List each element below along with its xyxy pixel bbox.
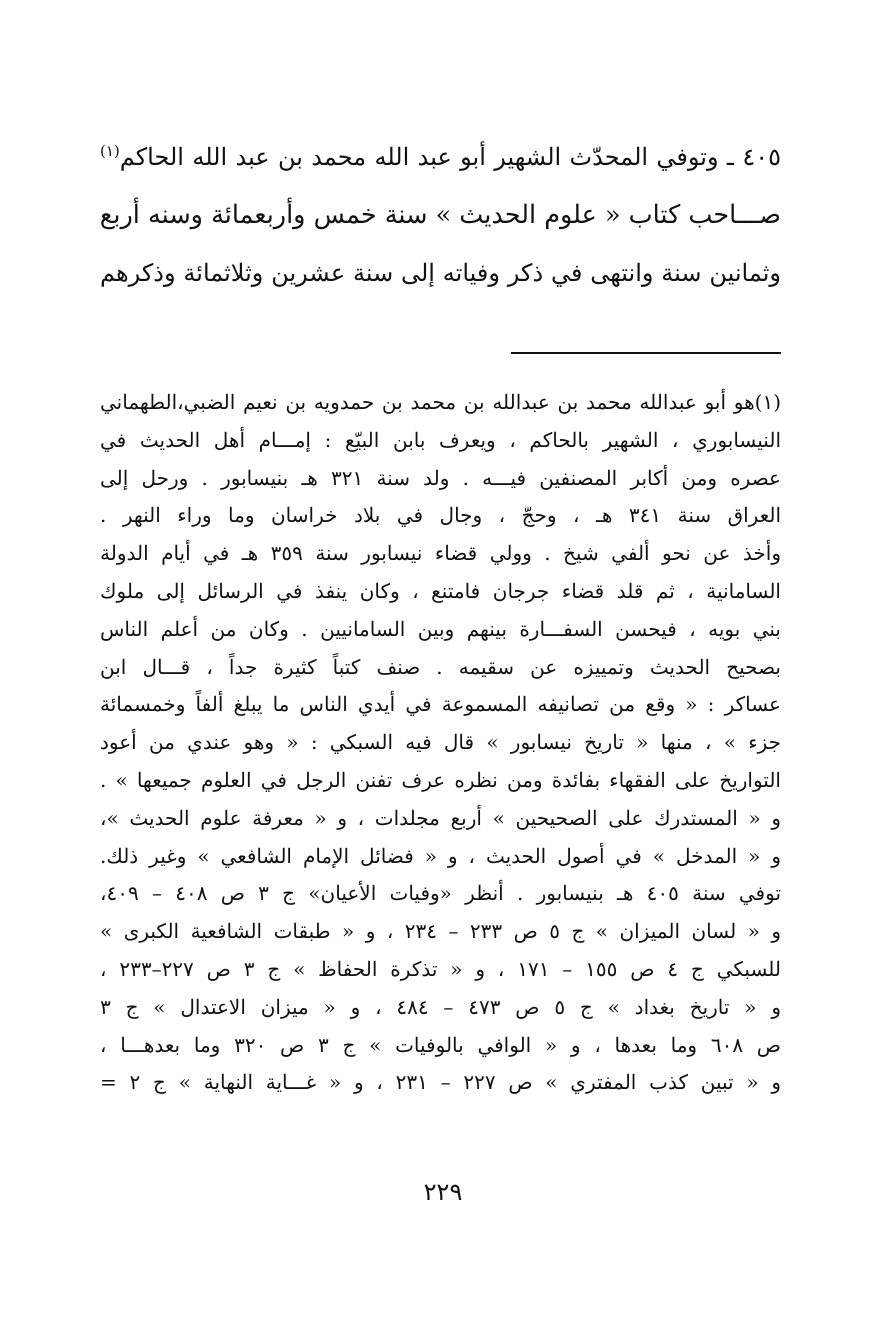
footnote-line: للسبكي ج ٤ ص ١٥٥ – ١٧١ ، و « تذكرة الحفاظ » ج ٣ ص ٢٢٧–٢٣٣ ، <box>100 956 781 981</box>
main-text-line: وثمانين سنة وانتهى في ذكر وفياته إلى سنة عشرين وثلاثمائة وذكرهم <box>100 259 781 287</box>
main-text-line: صـــاحب كتاب « علوم الحديث » سنة خمس وأربعمائة وسنه أربع <box>100 200 781 230</box>
footnote-line: العراق سنة ٣٤١ هـ ، وحجّ ، وجال في بلاد خراسان وما وراء النهر . <box>100 503 781 528</box>
main-text-paragraph <box>100 128 781 302</box>
footnote-line: ص ٦٠٨ وما بعدها ، و « الوافي بالوفيات » ج ٣ ص ٣٢٠ وما بعدهـــا ، <box>100 1032 781 1057</box>
footnote-line: و « تبين كذب المفتري » ص ٢٢٧ – ٢٣١ ، و « غـــاية النهاية » ج ٢ = <box>100 1070 781 1095</box>
footnote-reference-marker: (١) <box>100 142 120 160</box>
footnote-block <box>100 384 781 1102</box>
footnote-line: بني بويه ، فيحسن السفـــارة بينهم وبين السامانيين . وكان من أعلم الناس <box>100 616 781 641</box>
footnote-line: و « المدخل » في أصول الحديث ، و « فضائل الإمام الشافعي » وغير ذلك. <box>100 843 781 868</box>
page-number: ٢٢٩ <box>423 1178 463 1206</box>
footnote-line: توفي سنة ٤٠٥ هـ بنيسابور . أنظر «وفيات الأعيان» ج ٣ ص ٤٠٨ – ٤٠٩، <box>100 881 781 906</box>
footnote-line: جزء » ، منها « تاريخ نيسابور » قال فيه السبكي : « وهو عندي من أعود <box>100 730 781 755</box>
footnote-separator-rule <box>511 352 781 354</box>
main-text-line <box>100 128 781 186</box>
footnote-line: وأخذ عن نحو ألفي شيخ . وولي قضاء نيسابور سنة ٣٥٩ هـ في أيام الدولة <box>100 541 781 566</box>
footnote-line: و « تاريخ بغداد » ج ٥ ص ٤٧٣ – ٤٨٤ ، و « ميزان الاعتدال » ج ٣ <box>100 994 781 1019</box>
footnote-line: السامانية ، ثم قلد قضاء جرجان فامتنع ، وكان ينفذ في الرسائل إلى ملوك <box>100 578 781 603</box>
footnote-line: عساكر : « وقع من تصانيفه المسموعة في أيدي الناس ما يبلغ ألفاً وخمسمائة <box>100 692 781 717</box>
footnote-line: عصره ومن أكابر المصنفين فيـــه . ولد سنة ٣٢١ هـ بنيسابور . ورحل إلى <box>100 465 781 490</box>
footnote-line: و « المستدرك على الصحيحين » أربع مجلدات ، و « معرفة علوم الحديث »، <box>100 805 781 830</box>
footnote-line: و « لسان الميزان » ج ٥ ص ٢٣٣ – ٢٣٤ ، و « طبقات الشافعية الكبرى » <box>100 919 781 944</box>
footnote-line: بصحيح الحديث وتمييزه عن سقيمه . صنف كتباً كثيرة جداً ، قـــال ابن <box>100 654 781 679</box>
footnote-line: النيسابوري ، الشهير بالحاكم ، ويعرف بابن البيّع : إمـــام أهل الحديث في <box>100 427 781 452</box>
footnote-line: (١)هو أبو عبدالله محمد بن عبدالله بن محمد بن حمدويه بن نعيم الضبي،الطهماني <box>100 390 781 414</box>
footnote-line: التواريخ على الفقهاء بفائدة ومن نظره عرف تفنن الرجل في العلوم جميعها » . <box>100 767 781 792</box>
main-line-text: ٤٠٥ ـ وتوفي المحدّث الشهير أبو عبد الله محمد بن عبد الله الحاكم <box>119 143 781 171</box>
